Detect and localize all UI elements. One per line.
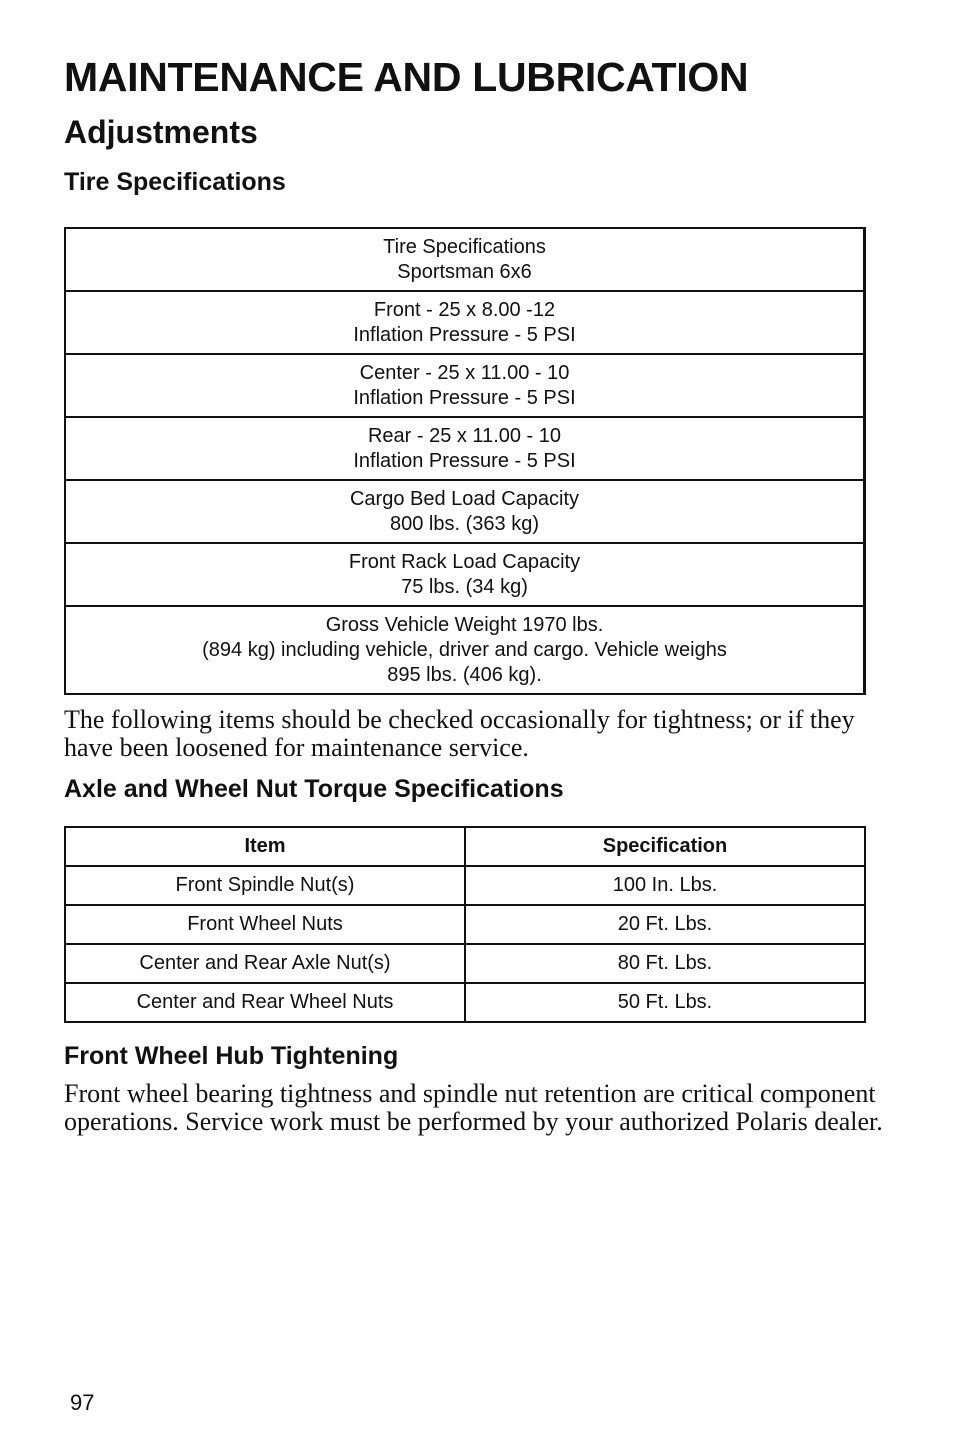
column-header-item: Item bbox=[65, 827, 465, 866]
table-row bbox=[65, 543, 865, 606]
cell-line: Gross Vehicle Weight 1970 lbs. bbox=[325, 613, 604, 636]
tire-specifications-heading: Tire Specifications bbox=[64, 168, 286, 196]
section-title: Adjustments bbox=[64, 114, 258, 150]
table-cell bbox=[65, 606, 865, 694]
page-number: 97 bbox=[70, 1390, 95, 1415]
table-row bbox=[65, 866, 865, 905]
table-row bbox=[65, 417, 865, 480]
cell-line: 895 lbs. (406 kg). bbox=[387, 663, 542, 686]
cell-line: Sportsman 6x6 bbox=[397, 260, 532, 283]
item-cell: Front Spindle Nut(s) bbox=[65, 866, 465, 905]
table-cell bbox=[65, 228, 865, 291]
cell-line: Inflation Pressure - 5 PSI bbox=[353, 323, 576, 346]
tire-specifications-table bbox=[64, 227, 866, 695]
cell-line: Tire Specifications bbox=[383, 235, 546, 258]
item-cell: Front Wheel Nuts bbox=[65, 905, 465, 944]
column-header-specification: Specification bbox=[465, 827, 865, 866]
spec-cell: 80 Ft. Lbs. bbox=[465, 944, 865, 983]
cell-line: Inflation Pressure - 5 PSI bbox=[353, 449, 576, 472]
cell-line: Center - 25 x 11.00 - 10 bbox=[359, 361, 570, 384]
spec-cell: 100 In. Lbs. bbox=[465, 866, 865, 905]
torque-specifications-table bbox=[64, 826, 866, 1023]
table-row bbox=[65, 905, 865, 944]
intro-paragraph: The following items should be checked occasionally for tightness; or if they have been loosened for maintenance service. bbox=[64, 705, 855, 762]
item-cell: Center and Rear Wheel Nuts bbox=[65, 983, 465, 1022]
cell-line: 800 lbs. (363 kg) bbox=[390, 512, 539, 535]
table-cell bbox=[65, 291, 865, 354]
cell-line: Front - 25 x 8.00 -12 bbox=[373, 298, 556, 321]
cell-line: Front Rack Load Capacity bbox=[348, 550, 581, 573]
cell-line: (894 kg) including vehicle, driver and cargo. Vehicle weighs bbox=[202, 638, 727, 661]
spec-cell: 20 Ft. Lbs. bbox=[465, 905, 865, 944]
item-cell: Center and Rear Axle Nut(s) bbox=[65, 944, 465, 983]
table-row bbox=[65, 228, 865, 291]
table-row bbox=[65, 983, 865, 1022]
cell-line: Inflation Pressure - 5 PSI bbox=[353, 386, 576, 409]
table-row bbox=[65, 944, 865, 983]
table-row bbox=[65, 354, 865, 417]
table-header-row bbox=[65, 827, 865, 866]
table-cell bbox=[65, 354, 865, 417]
page-title: MAINTENANCE AND LUBRICATION bbox=[64, 54, 749, 100]
spec-cell: 50 Ft. Lbs. bbox=[465, 983, 865, 1022]
table-row bbox=[65, 480, 865, 543]
table-cell bbox=[65, 543, 865, 606]
hub-tightening-heading: Front Wheel Hub Tightening bbox=[64, 1042, 399, 1070]
table-row bbox=[65, 606, 865, 694]
cell-line: Cargo Bed Load Capacity bbox=[349, 487, 580, 510]
torque-specifications-heading: Axle and Wheel Nut Torque Specifications bbox=[64, 775, 564, 803]
table-row bbox=[65, 291, 865, 354]
table-cell bbox=[65, 417, 865, 480]
cell-line: 75 lbs. (34 kg) bbox=[401, 575, 528, 598]
cell-line: Rear - 25 x 11.00 - 10 bbox=[367, 424, 562, 447]
hub-paragraph: Front wheel bearing tightness and spindle nut retention are critical component operations. Service work must be performed by your authorized Polaris dealer. bbox=[64, 1079, 883, 1136]
table-cell bbox=[65, 480, 865, 543]
